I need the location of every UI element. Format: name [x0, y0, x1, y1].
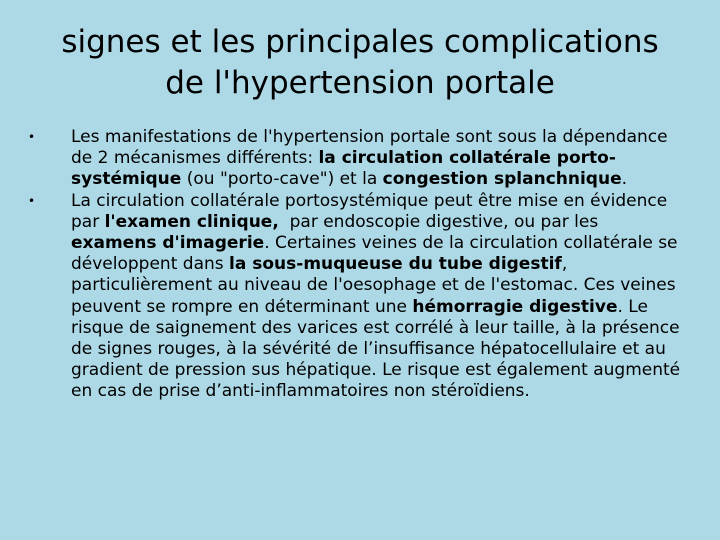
bullet-item-mechanisms — [26, 127, 686, 191]
bullet-item-collateral-circulation — [26, 191, 686, 403]
bullet-text: . — [621, 169, 628, 190]
bullet-text: La circulation collatérale portosystémique peut être mise en évidence par — [71, 190, 668, 232]
bullet-icon: • — [28, 193, 36, 208]
bold-term: l'examen clinique, — [104, 211, 279, 232]
bold-term: examens d'imagerie — [71, 233, 265, 254]
bullet-icon: • — [28, 130, 36, 144]
bullet-text: Les manifestations de l'hypertension portale sont sous la dépendance de 2 mécanismes différents: — [71, 127, 668, 169]
slide-title — [20, 22, 700, 104]
bold-term: hémorragie digestive — [412, 296, 618, 317]
bold-term: la circulation collatérale porto-systémique — [71, 148, 616, 190]
bold-term: congestion splanchnique — [382, 169, 622, 190]
title-line-1: signes et les principales complications — [61, 24, 659, 60]
title-line-2: de l'hypertension portale — [165, 65, 555, 101]
bold-term: la sous-muqueuse du tube digestif — [229, 254, 562, 275]
bullet-text: par endoscopie digestive, ou par les — [278, 211, 604, 232]
bullet-text: . Certaines veines de la circulation collatérale se développent dans — [71, 233, 678, 275]
bullet-text: , particulièrement au niveau de l'oesophage et de l'estomac. Ces veines peuvent se rompre en déterminant une — [71, 254, 676, 317]
bullet-list — [26, 127, 686, 403]
bullet-text: (ou "porto-cave") et la — [181, 169, 383, 190]
bullet-text: . Le risque de saignement des varices est corrélé à leur taille, à la présence de signes rouges, à la sévérité de l’insuffisance hépatocellulaire et au gradient de pression sus hépatique. Le risque est également augmenté en cas de prise d’anti-inflammatoires non stéroïdiens. — [71, 296, 681, 402]
